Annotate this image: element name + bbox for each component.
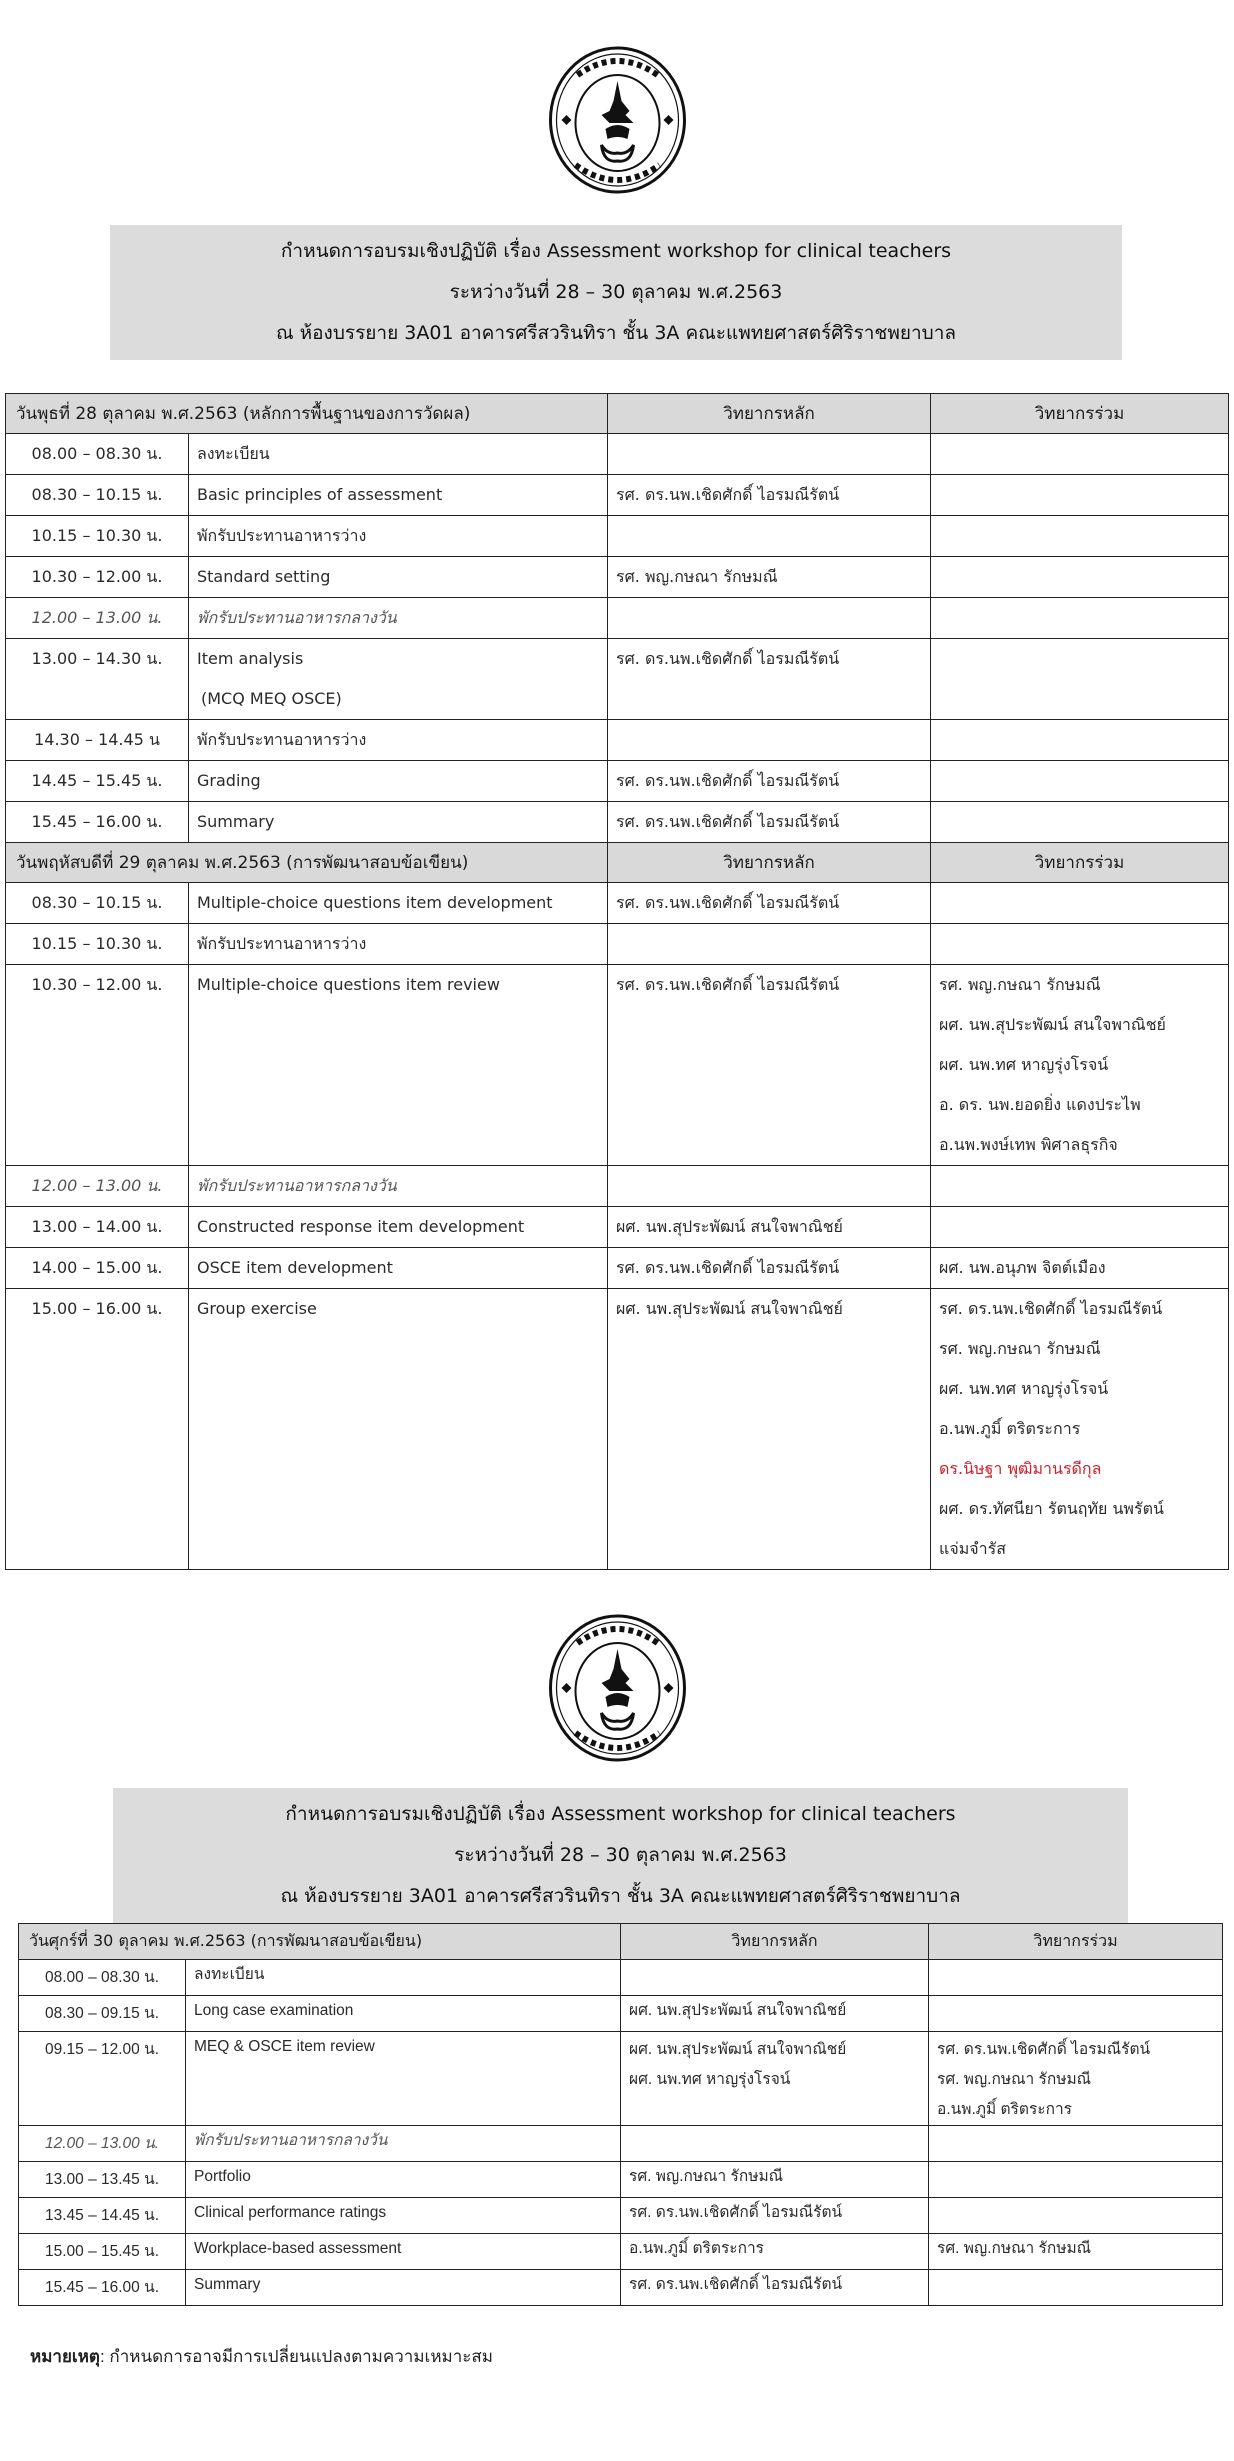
activity-cell [189,598,608,639]
table-row-lunch-break [6,1166,1229,1207]
title-banner-page-2 [113,1788,1128,1923]
time-cell: 09.15 – 12.00 น. [19,2032,186,2126]
time-cell: 12.00 – 13.00 น. [6,1166,189,1207]
main-speaker-cell [608,516,931,557]
time-cell: 08.30 – 10.15 น. [6,883,189,924]
university-seal-logo [545,45,690,195]
activity-title: MEQ & OSCE item review [194,2038,375,2055]
activity-title: พักรับประทานอาหารว่าง [197,934,367,953]
seal-icon [545,1613,690,1763]
seal-icon [545,45,690,195]
main-speaker-cell [608,802,931,843]
main-speaker-cell [608,434,931,475]
activity-cell [189,761,608,802]
footnote-label: หมายเหตุ [30,2347,100,2366]
speaker-name: รศ. ดร.นพ.เชิดศักดิ์ ไอรมณีรัตน์ [616,649,840,668]
table-row [19,2032,1223,2126]
activity-cell [189,1166,608,1207]
table-row-lunch-break [19,2126,1223,2162]
speaker-name: อ.นพ.พงษ์เทพ พิศาลธุรกิจ [939,1135,1118,1154]
speaker-name: อ.นพ.ภูมิ์ ตริตระการ [939,1419,1081,1438]
activity-cell [189,720,608,761]
activity-title: Summary [194,2276,261,2293]
time-cell: 10.15 – 10.30 น. [6,516,189,557]
main-speaker-cell [621,2126,929,2162]
table-row [19,2234,1223,2270]
activity-title: พักรับประทานอาหารว่าง [197,526,367,545]
table-row [19,2270,1223,2306]
speaker-name: รศ. ดร.นพ.เชิดศักดิ์ ไอรมณีรัตน์ [629,2204,843,2221]
speaker-name: อ.นพ.ภูมิ์ ตริตระการ [937,2101,1073,2118]
speaker-name: ผศ. นพ.อนุภพ จิตต์เมือง [939,1258,1106,1277]
co-speaker-cell [931,924,1229,965]
co-speaker-cell [929,2234,1223,2270]
co-speaker-cell [931,720,1229,761]
title-line-3: ณ ห้องบรรยาย 3A01 อาคารศรีสวรินทิรา ชั้น 3A คณะแพทยศาสตร์ศิริราชพยาบาล [280,1885,961,1908]
co-speaker-cell [929,1960,1223,1996]
time-cell: 12.00 – 13.00 น. [6,598,189,639]
activity-title: Grading [197,771,261,790]
schedule-table-day-3 [18,1923,1223,2306]
co-speaker-cell [931,639,1229,720]
footnote-text: : กำหนดการอาจมีการเปลี่ยนแปลงตามความเหมาะสม [99,2347,494,2366]
co-speaker-cell [931,516,1229,557]
main-speaker-cell [621,2270,929,2306]
table-row [6,434,1229,475]
co-speaker-cell [931,1248,1229,1289]
main-speaker-cell [608,965,931,1166]
activity-title: Portfolio [194,2168,251,2185]
time-cell: 13.00 – 13.45 น. [19,2162,186,2198]
activity-cell [189,883,608,924]
speaker-name: ผศ. นพ.สุประพัฒน์ สนใจพาณิชย์ [629,2041,847,2058]
speaker-name: รศ. ดร.นพ.เชิดศักดิ์ ไอรมณีรัตน์ [939,1299,1163,1318]
activity-cell [189,1289,608,1570]
main-speaker-cell [608,1289,931,1570]
speaker-name: อ. ดร. นพ.ยอดยิ่ง แดงประไพ [939,1095,1141,1114]
main-speaker-cell [608,761,931,802]
time-cell: 14.45 – 15.45 น. [6,761,189,802]
activity-cell [186,2162,621,2198]
activity-cell [186,2126,621,2162]
speaker-name: รศ. ดร.นพ.เชิดศักดิ์ ไอรมณีรัตน์ [616,485,840,504]
speaker-name: รศ. พญ.กษณา รักษมณี [629,2168,784,2185]
activity-title: OSCE item development [197,1258,393,1277]
co-speaker-cell [929,2126,1223,2162]
column-header-main-speaker: วิทยากรหลัก [608,394,931,434]
table-row [6,1289,1229,1570]
speaker-name: รศ. ดร.นพ.เชิดศักดิ์ ไอรมณีรัตน์ [616,812,840,831]
time-cell: 15.45 – 16.00 น. [6,802,189,843]
activity-cell [189,475,608,516]
speaker-name: อ.นพ.ภูมิ์ ตริตระการ [629,2240,765,2257]
speaker-name: ผศ. นพ.ทศ หาญรุ่งโรจน์ [629,2071,791,2088]
day-heading: วันพฤหัสบดีที่ 29 ตุลาคม พ.ศ.2563 (การพัฒนาสอบข้อเขียน) [6,843,608,883]
activity-title: Long case examination [194,2002,354,2019]
column-header-main-speaker: วิทยากรหลัก [621,1924,929,1960]
speaker-name: ผศ. นพ.สุประพัฒน์ สนใจพาณิชย์ [629,2002,847,2019]
time-cell: 13.00 – 14.00 น. [6,1207,189,1248]
main-speaker-cell [608,598,931,639]
main-speaker-cell [608,557,931,598]
main-speaker-cell [621,1996,929,2032]
day-heading: วันศุกร์ที่ 30 ตุลาคม พ.ศ.2563 (การพัฒนาสอบข้อเขียน) [19,1924,621,1960]
time-cell: 13.00 – 14.30 น. [6,639,189,720]
activity-cell [186,2270,621,2306]
speaker-name: ผศ. นพ.สุประพัฒน์ สนใจพาณิชย์ [939,1015,1166,1034]
speaker-name: รศ. ดร.นพ.เชิดศักดิ์ ไอรมณีรัตน์ [616,893,840,912]
time-cell: 15.00 – 16.00 น. [6,1289,189,1570]
day-header-row [6,843,1229,883]
speaker-name: แจ่มจำรัส [939,1539,1006,1558]
column-header-co-speaker: วิทยากรร่วม [931,843,1229,883]
activity-title: Item analysis [197,649,304,668]
activity-cell [186,2032,621,2126]
activity-subtitle: (MCQ MEQ OSCE) [201,689,342,708]
activity-title: Clinical performance ratings [194,2204,387,2221]
main-speaker-cell [621,2198,929,2234]
activity-cell [189,924,608,965]
title-line-2: ระหว่างวันที่ 28 – 30 ตุลาคม พ.ศ.2563 [449,281,783,304]
main-speaker-cell [608,475,931,516]
day-heading: วันพุธที่ 28 ตุลาคม พ.ศ.2563 (หลักการพื้นฐานของการวัดผล) [6,394,608,434]
time-cell: 08.30 – 10.15 น. [6,475,189,516]
main-speaker-cell [621,1960,929,1996]
co-speaker-cell [931,475,1229,516]
footnote [30,2343,493,2370]
activity-title: พักรับประทานอาหารกลางวัน [197,1176,397,1195]
table-row [19,2162,1223,2198]
time-cell: 13.45 – 14.45 น. [19,2198,186,2234]
speaker-name: รศ. พญ.กษณา รักษมณี [616,567,778,586]
activity-cell [189,1248,608,1289]
co-speaker-cell [929,2270,1223,2306]
day-header-row [19,1924,1223,1960]
activity-title: Multiple-choice questions item development [197,893,553,912]
activity-title: Constructed response item development [197,1217,525,1236]
activity-cell [189,434,608,475]
title-line-2: ระหว่างวันที่ 28 – 30 ตุลาคม พ.ศ.2563 [454,1844,787,1867]
main-speaker-cell [608,1207,931,1248]
co-speaker-cell [931,598,1229,639]
co-speaker-cell [931,965,1229,1166]
co-speaker-cell [929,2032,1223,2126]
title-line-1: กำหนดการอบรมเชิงปฏิบัติ เรื่อง Assessment workshop for clinical teachers [285,1803,956,1826]
speaker-name: รศ. พญ.กษณา รักษมณี [937,2071,1092,2088]
activity-title: Multiple-choice questions item review [197,975,500,994]
main-speaker-cell [608,924,931,965]
table-row [6,761,1229,802]
time-cell: 08.30 – 09.15 น. [19,1996,186,2032]
table-row [6,924,1229,965]
co-speaker-cell [931,802,1229,843]
activity-cell [186,1960,621,1996]
speaker-name: รศ. ดร.นพ.เชิดศักดิ์ ไอรมณีรัตน์ [616,1258,840,1277]
time-cell: 12.00 – 13.00 น. [19,2126,186,2162]
table-row [6,965,1229,1166]
speaker-name: รศ. พญ.กษณา รักษมณี [939,975,1101,994]
column-header-main-speaker: วิทยากรหลัก [608,843,931,883]
speaker-name: รศ. พญ.กษณา รักษมณี [939,1339,1101,1358]
co-speaker-cell [931,1289,1229,1570]
table-row [6,639,1229,720]
co-speaker-cell [931,557,1229,598]
activity-cell [189,639,608,720]
main-speaker-cell [608,1166,931,1207]
time-cell: 14.30 – 14.45 น [6,720,189,761]
activity-title: Summary [197,812,275,831]
table-row [6,516,1229,557]
time-cell: 14.00 – 15.00 น. [6,1248,189,1289]
activity-title: ลงทะเบียน [194,1966,265,1983]
co-speaker-cell [931,434,1229,475]
speaker-name-highlighted: ดร.นิษฐา พุฒิมานรดีกุล [939,1459,1102,1478]
speaker-name: รศ. ดร.นพ.เชิดศักดิ์ ไอรมณีรัตน์ [937,2041,1151,2058]
table-row [19,2198,1223,2234]
main-speaker-cell [608,639,931,720]
co-speaker-cell [929,1996,1223,2032]
activity-title: Workplace-based assessment [194,2240,402,2257]
speaker-name: รศ. ดร.นพ.เชิดศักดิ์ ไอรมณีรัตน์ [616,975,840,994]
time-cell: 10.30 – 12.00 น. [6,965,189,1166]
activity-cell [189,516,608,557]
activity-title: พักรับประทานอาหารกลางวัน [197,608,397,627]
time-cell: 08.00 – 08.30 น. [19,1960,186,1996]
day-header-row [6,394,1229,434]
co-speaker-cell [929,2162,1223,2198]
activity-cell [186,2198,621,2234]
activity-cell [186,2234,621,2270]
main-speaker-cell [608,720,931,761]
table-row [6,883,1229,924]
column-header-co-speaker: วิทยากรร่วม [931,394,1229,434]
activity-title: ลงทะเบียน [197,444,270,463]
time-cell: 15.45 – 16.00 น. [19,2270,186,2306]
column-header-co-speaker: วิทยากรร่วม [929,1924,1223,1960]
co-speaker-cell [931,761,1229,802]
activity-title: Group exercise [197,1299,317,1318]
activity-cell [189,965,608,1166]
activity-cell [189,1207,608,1248]
main-speaker-cell [621,2234,929,2270]
co-speaker-cell [929,2198,1223,2234]
speaker-name: รศ. ดร.นพ.เชิดศักดิ์ ไอรมณีรัตน์ [616,771,840,790]
schedule-table-days-1-2 [5,393,1229,1570]
title-line-3: ณ ห้องบรรยาย 3A01 อาคารศรีสวรินทิรา ชั้น 3A คณะแพทยศาสตร์ศิริราชพยาบาล [275,322,957,345]
co-speaker-cell [931,1207,1229,1248]
activity-cell [189,802,608,843]
time-cell: 10.15 – 10.30 น. [6,924,189,965]
title-banner [110,225,1122,360]
speaker-name: ผศ. นพ.ทศ หาญรุ่งโรจน์ [939,1055,1109,1074]
table-row [6,1207,1229,1248]
table-row [6,802,1229,843]
co-speaker-cell [931,883,1229,924]
main-speaker-cell [621,2032,929,2126]
table-row [6,1248,1229,1289]
activity-title: Standard setting [197,567,331,586]
activity-cell [186,1996,621,2032]
speaker-name: รศ. พญ.กษณา รักษมณี [937,2240,1092,2257]
table-row-lunch-break [6,598,1229,639]
main-speaker-cell [608,1248,931,1289]
time-cell: 10.30 – 12.00 น. [6,557,189,598]
main-speaker-cell [621,2162,929,2198]
speaker-name: ผศ. ดร.ทัศนียา รัตนฤทัย นพรัตน์ [939,1499,1164,1518]
table-row [6,557,1229,598]
co-speaker-cell [931,1166,1229,1207]
activity-title: พักรับประทานอาหารว่าง [197,730,367,749]
main-speaker-cell [608,883,931,924]
time-cell: 15.00 – 15.45 น. [19,2234,186,2270]
table-row [6,475,1229,516]
speaker-name: ผศ. นพ.สุประพัฒน์ สนใจพาณิชย์ [616,1299,843,1318]
table-row [19,1996,1223,2032]
activity-cell [189,557,608,598]
time-cell: 08.00 – 08.30 น. [6,434,189,475]
table-row [19,1960,1223,1996]
speaker-name: รศ. ดร.นพ.เชิดศักดิ์ ไอรมณีรัตน์ [629,2276,843,2293]
activity-title: Basic principles of assessment [197,485,443,504]
speaker-name: ผศ. นพ.สุประพัฒน์ สนใจพาณิชย์ [616,1217,843,1236]
table-row [6,720,1229,761]
activity-title: พักรับประทานอาหารกลางวัน [194,2132,388,2149]
title-line-1: กำหนดการอบรมเชิงปฏิบัติ เรื่อง Assessment workshop for clinical teachers [280,240,952,263]
speaker-name: ผศ. นพ.ทศ หาญรุ่งโรจน์ [939,1379,1109,1398]
university-seal-logo-page-2 [545,1613,690,1763]
